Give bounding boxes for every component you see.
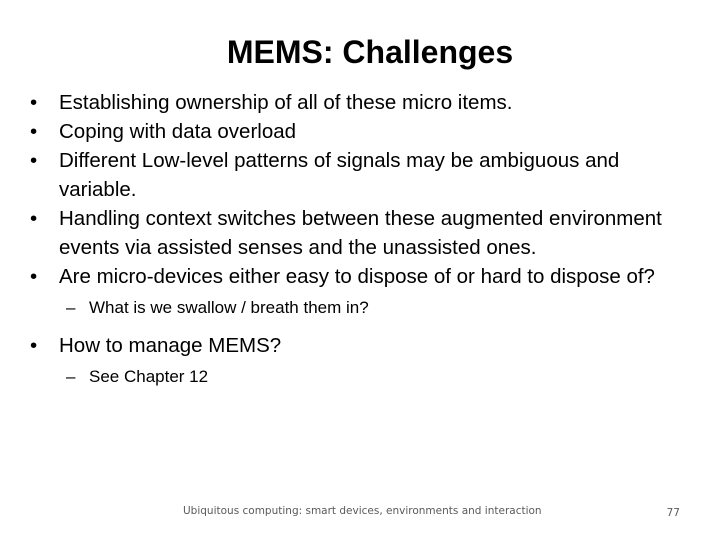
bullet-item [30,204,700,262]
slide-title: MEMS: Challenges [226,34,514,70]
dash-icon: – [66,298,76,317]
sub-bullet-item [59,364,700,390]
slide-footer: Ubiquitous computing: smart devices, environments and interaction [183,505,542,517]
sub-bullet-item [59,295,700,321]
bullet-icon: • [30,207,38,230]
bullet-text: Are micro-devices either easy to dispose of or hard to dispose of? [59,265,655,288]
bullet-icon: • [30,120,38,143]
bullet-icon: • [30,265,38,288]
bullet-text: How to manage MEMS? [59,334,282,357]
bullet-text: Different Low-level patterns of signals may be ambiguous and variable. [59,149,620,201]
page-number: 77 [666,507,680,519]
sub-bullet-text: What is we swallow / breath them in? [89,298,369,317]
bullet-item [30,146,700,204]
bullet-text: Handling context switches between these augmented environment events via assisted senses and the unassisted ones. [59,207,662,259]
sub-bullet-list [59,295,700,321]
bullet-item [30,88,700,117]
bullet-icon: • [30,334,38,357]
bullet-item [30,262,700,321]
slide-content [30,88,700,396]
sub-bullet-list [59,364,700,390]
bullet-item [30,117,700,146]
bullet-icon: • [30,91,38,114]
bullet-text: Establishing ownership of all of these micro items. [59,91,513,114]
bullet-icon: • [30,149,38,172]
sub-bullet-text: See Chapter 12 [89,367,209,386]
bullet-text: Coping with data overload [59,120,297,143]
bullet-item [30,331,700,390]
dash-icon: – [66,367,76,386]
bullet-list [30,88,700,390]
